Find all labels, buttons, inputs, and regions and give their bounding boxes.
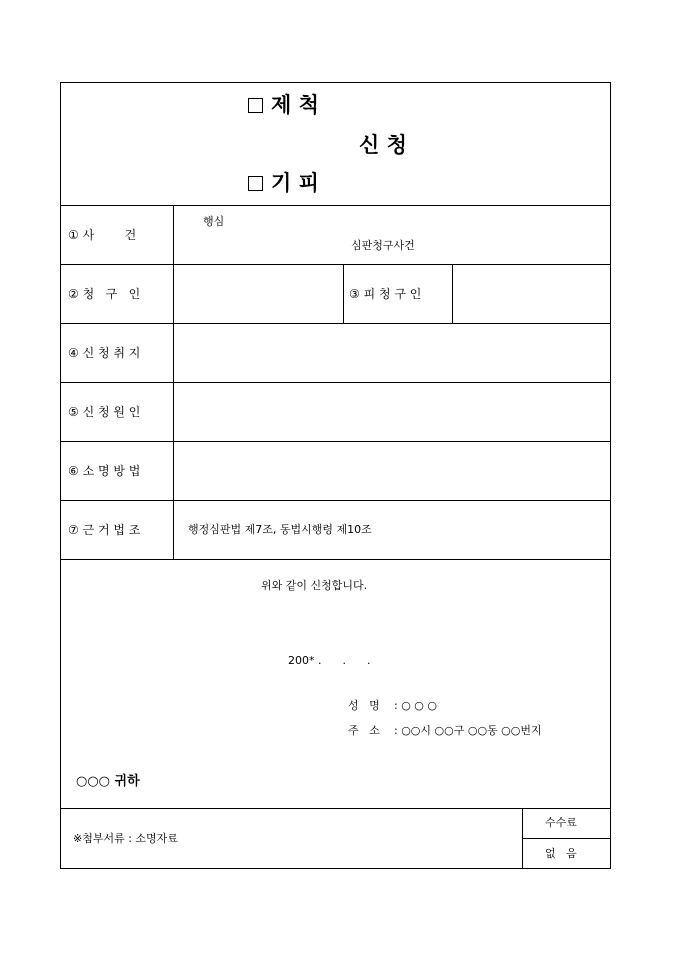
label-reason: ⑤ 신 청 원 인	[68, 405, 141, 419]
column-divider	[173, 205, 174, 559]
address-value[interactable]: : ○○시 ○○구 ○○동 ○○번지	[394, 724, 542, 737]
column-divider	[452, 264, 453, 323]
divider	[61, 441, 610, 442]
divider	[522, 838, 611, 839]
case-suffix: 심판청구사건	[351, 239, 415, 252]
label-case: ① 사 건	[68, 228, 137, 242]
column-divider	[343, 264, 344, 323]
checkbox-recusal[interactable]	[248, 176, 263, 191]
divider	[61, 264, 610, 265]
divider	[61, 559, 610, 560]
address-label: 주 소	[348, 724, 380, 737]
case-prefix: 행심	[203, 215, 225, 228]
declaration-text: 위와 같이 신청합니다.	[261, 579, 368, 592]
application-form	[60, 82, 611, 869]
name-label: 성 명	[348, 699, 380, 712]
title-option-exclusion	[248, 93, 319, 117]
label-law: ⑦ 근 거 법 조	[68, 523, 141, 537]
label-purpose: ④ 신 청 취 지	[68, 346, 141, 360]
checkbox-exclusion[interactable]	[248, 98, 263, 113]
recipient: ○○○ 귀하	[76, 774, 140, 789]
title-line-1: 제 척	[271, 92, 319, 117]
divider	[61, 323, 610, 324]
divider	[61, 808, 610, 809]
name-value[interactable]: : ○ ○ ○	[394, 699, 437, 712]
label-requester: ② 청 구 인	[68, 287, 141, 301]
title-line-3: 기 피	[271, 170, 319, 195]
label-method: ⑥ 소 명 방 법	[68, 464, 141, 478]
date-field[interactable]: 200* . . .	[288, 654, 371, 667]
divider	[61, 382, 610, 383]
title-option-recusal	[248, 171, 319, 195]
fee-value: 없 음	[545, 847, 577, 860]
label-respondent: ③ 피 청 구 인	[349, 287, 422, 301]
fee-label: 수수료	[545, 816, 577, 829]
law-value: 행정심판법 제7조, 동법시행령 제10조	[188, 523, 372, 536]
divider	[61, 205, 610, 206]
attachment-note: ※첨부서류 : 소명자료	[73, 832, 178, 845]
divider	[61, 500, 610, 501]
title-line-2: 신 청	[359, 132, 407, 157]
